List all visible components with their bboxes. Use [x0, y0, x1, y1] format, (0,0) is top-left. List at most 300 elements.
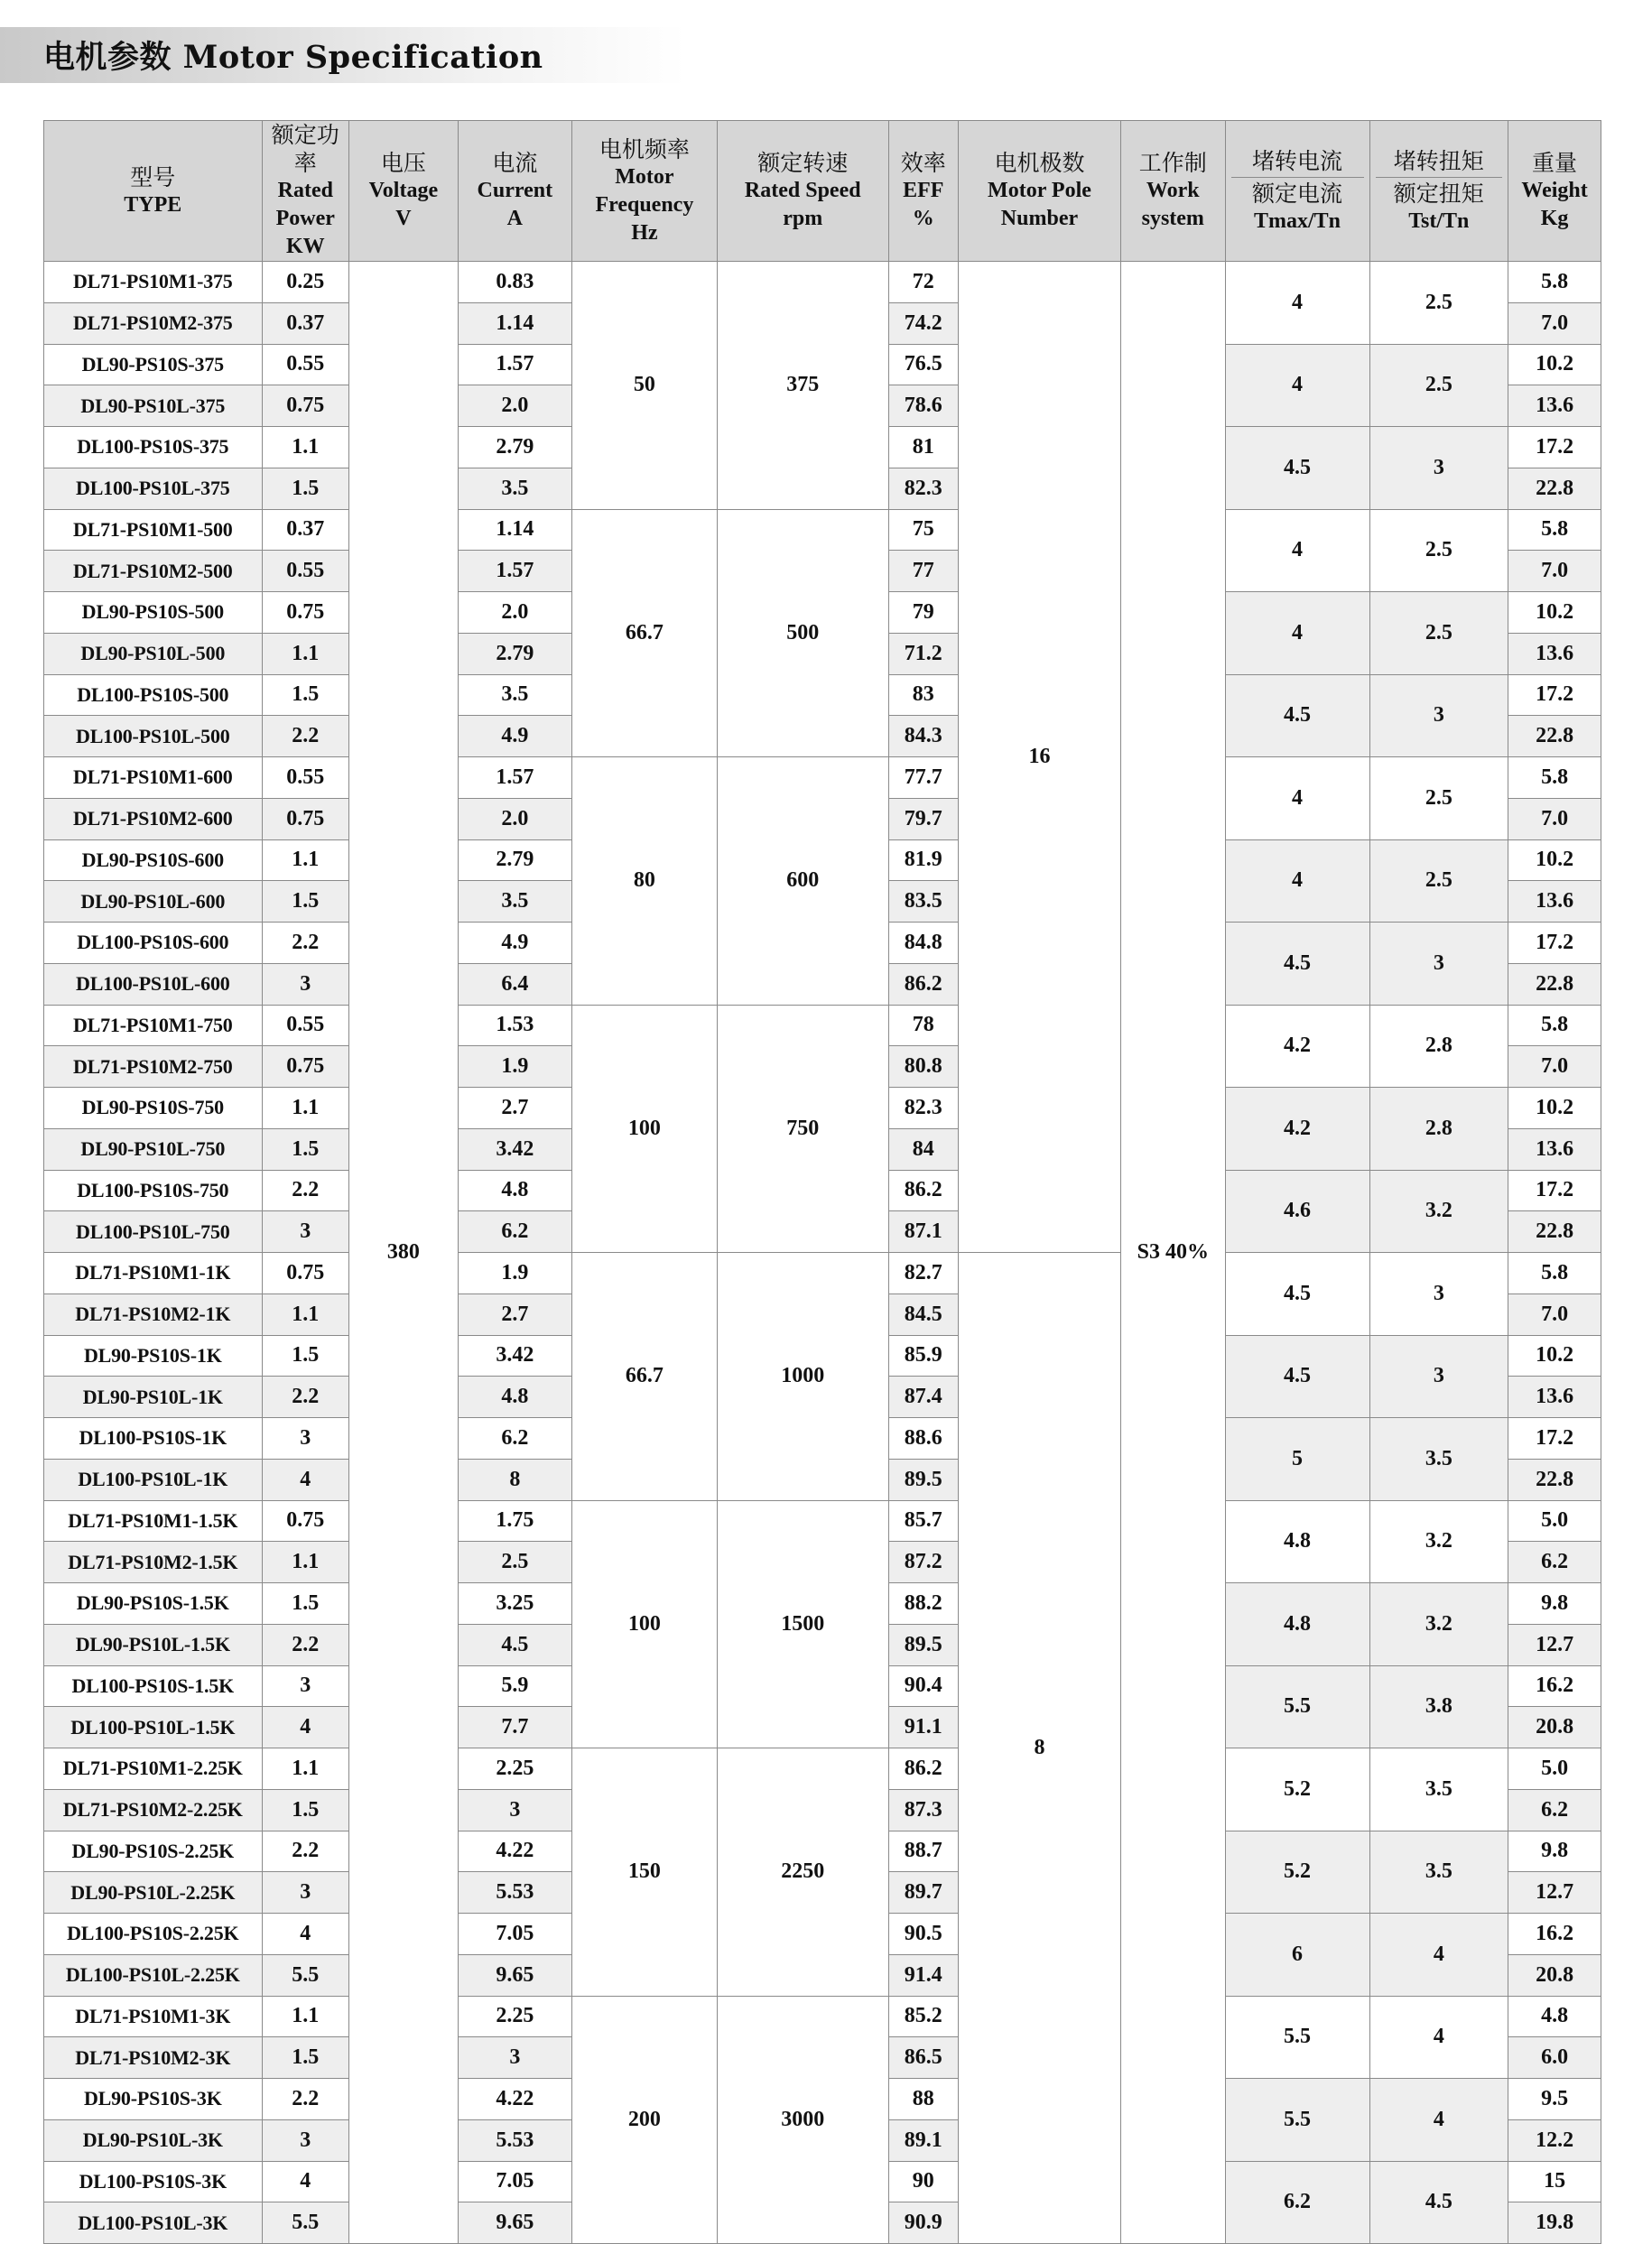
- type-cell: DL100-PS10L-750: [44, 1211, 263, 1253]
- efficiency-cell: 86.2: [888, 963, 958, 1005]
- rated-power-cell: 4: [262, 2161, 348, 2202]
- rated-speed-cell: 500: [717, 509, 888, 757]
- rated-power-cell: 2.2: [262, 1624, 348, 1665]
- header-en-label: Tst/Tn: [1408, 209, 1470, 233]
- tmax-tn-cell: 4.5: [1225, 923, 1369, 1006]
- tmax-tn-cell: 4: [1225, 262, 1369, 345]
- efficiency-cell: 77.7: [888, 757, 958, 799]
- type-cell: DL90-PS10L-1K: [44, 1377, 263, 1418]
- header-cn-label: 额定转速: [757, 150, 849, 176]
- type-cell: DL71-PS10M1-375: [44, 262, 263, 303]
- header-en-label: Current: [477, 179, 553, 202]
- tst-tn-cell: 3.2: [1369, 1170, 1508, 1253]
- tst-tn-cell: 2.5: [1369, 344, 1508, 427]
- type-cell: DL90-PS10S-1.5K: [44, 1583, 263, 1625]
- type-cell: DL71-PS10M2-1.5K: [44, 1542, 263, 1583]
- efficiency-cell: 87.2: [888, 1542, 958, 1583]
- rated-power-cell: 1.5: [262, 1583, 348, 1625]
- frequency-cell: 66.7: [571, 1253, 717, 1501]
- table-row: [44, 1005, 1601, 1046]
- tst-tn-cell: 3.8: [1369, 1665, 1508, 1748]
- weight-cell: 22.8: [1508, 1211, 1601, 1253]
- weight-cell: 12.2: [1508, 2119, 1601, 2161]
- efficiency-cell: 77: [888, 551, 958, 592]
- type-cell: DL100-PS10S-2.25K: [44, 1914, 263, 1955]
- current-cell: 4.5: [458, 1624, 571, 1665]
- header-en-label: A: [506, 207, 523, 230]
- frequency-cell: 100: [571, 1005, 717, 1253]
- tst-tn-cell: 3.5: [1369, 1418, 1508, 1501]
- header-work-system: [1121, 121, 1225, 262]
- efficiency-cell: 82.3: [888, 1088, 958, 1129]
- weight-cell: 5.8: [1508, 1005, 1601, 1046]
- type-cell: DL100-PS10S-3K: [44, 2161, 263, 2202]
- efficiency-cell: 88.6: [888, 1418, 958, 1460]
- efficiency-cell: 72: [888, 262, 958, 303]
- efficiency-cell: 91.4: [888, 1954, 958, 1996]
- current-cell: 1.57: [458, 344, 571, 385]
- current-cell: 2.0: [458, 592, 571, 634]
- header-en-label: TYPE: [124, 192, 182, 217]
- rated-power-cell: 4: [262, 1914, 348, 1955]
- tst-tn-cell: 3: [1369, 427, 1508, 510]
- header-en-label: Hz: [631, 220, 658, 245]
- tst-tn-cell: 2.5: [1369, 839, 1508, 923]
- weight-cell: 9.8: [1508, 1583, 1601, 1625]
- tmax-tn-cell: 4.5: [1225, 427, 1369, 510]
- rated-power-cell: 0.75: [262, 1253, 348, 1294]
- header-rated-power: [262, 121, 348, 262]
- header-cn-label: 电压: [380, 150, 426, 176]
- efficiency-cell: 81.9: [888, 839, 958, 881]
- type-cell: DL100-PS10S-375: [44, 427, 263, 468]
- header-en-label: V: [395, 207, 412, 230]
- rated-power-cell: 1.1: [262, 1996, 348, 2037]
- current-cell: 3: [458, 1789, 571, 1831]
- header-tmax-tn: [1225, 121, 1369, 262]
- weight-cell: 17.2: [1508, 674, 1601, 716]
- rated-power-cell: 1.1: [262, 839, 348, 881]
- type-cell: DL90-PS10L-750: [44, 1128, 263, 1170]
- efficiency-cell: 88.2: [888, 1583, 958, 1625]
- rated-power-cell: 1.5: [262, 1128, 348, 1170]
- efficiency-cell: 84: [888, 1128, 958, 1170]
- rated-power-cell: 1.5: [262, 1335, 348, 1377]
- current-cell: 6.2: [458, 1211, 571, 1253]
- efficiency-cell: 85.9: [888, 1335, 958, 1377]
- weight-cell: 22.8: [1508, 468, 1601, 509]
- frequency-cell: 200: [571, 1996, 717, 2244]
- tmax-tn-cell: 5.2: [1225, 1748, 1369, 1831]
- weight-cell: 22.8: [1508, 716, 1601, 757]
- rated-power-cell: 0.55: [262, 1005, 348, 1046]
- weight-cell: 7.0: [1508, 798, 1601, 839]
- efficiency-cell: 79: [888, 592, 958, 634]
- header-cn-label: 电流: [492, 150, 538, 176]
- header-divider: [1376, 177, 1503, 178]
- rated-power-cell: 0.55: [262, 757, 348, 799]
- page-title: 电机参数 Motor Specification: [43, 39, 543, 76]
- weight-cell: 9.5: [1508, 2079, 1601, 2120]
- current-cell: 2.79: [458, 633, 571, 674]
- type-cell: DL100-PS10L-3K: [44, 2202, 263, 2244]
- type-cell: DL71-PS10M1-1K: [44, 1253, 263, 1294]
- efficiency-cell: 87.3: [888, 1789, 958, 1831]
- current-cell: 1.75: [458, 1500, 571, 1542]
- tmax-tn-cell: 6: [1225, 1914, 1369, 1997]
- frequency-cell: 66.7: [571, 509, 717, 757]
- tst-tn-cell: 3.5: [1369, 1748, 1508, 1831]
- efficiency-cell: 87.1: [888, 1211, 958, 1253]
- current-cell: 1.9: [458, 1253, 571, 1294]
- frequency-cell: 150: [571, 1748, 717, 1997]
- current-cell: 1.57: [458, 551, 571, 592]
- weight-cell: 20.8: [1508, 1707, 1601, 1748]
- efficiency-cell: 75: [888, 509, 958, 551]
- efficiency-cell: 91.1: [888, 1707, 958, 1748]
- header-tst-tn: [1369, 121, 1508, 262]
- current-cell: 1.14: [458, 302, 571, 344]
- rated-power-cell: 0.37: [262, 509, 348, 551]
- current-cell: 9.65: [458, 1954, 571, 1996]
- current-cell: 4.9: [458, 923, 571, 964]
- efficiency-cell: 86.5: [888, 2037, 958, 2079]
- rated-power-cell: 0.75: [262, 1046, 348, 1088]
- rated-power-cell: 0.37: [262, 302, 348, 344]
- efficiency-cell: 86.2: [888, 1748, 958, 1790]
- weight-cell: 13.6: [1508, 1128, 1601, 1170]
- header-en-label: Kg: [1540, 207, 1569, 230]
- weight-cell: 10.2: [1508, 344, 1601, 385]
- rated-power-cell: 4: [262, 1707, 348, 1748]
- efficiency-cell: 86.2: [888, 1170, 958, 1211]
- motor-spec-table: [43, 120, 1601, 2244]
- header-en-label: Motor Pole: [988, 179, 1091, 202]
- header-en-label: Work: [1146, 179, 1200, 202]
- rated-power-cell: 2.2: [262, 1170, 348, 1211]
- rated-power-cell: 3: [262, 1211, 348, 1253]
- rated-speed-cell: 1500: [717, 1500, 888, 1748]
- weight-cell: 10.2: [1508, 1088, 1601, 1129]
- weight-cell: 20.8: [1508, 1954, 1601, 1996]
- efficiency-cell: 88.7: [888, 1831, 958, 1872]
- efficiency-cell: 90.9: [888, 2202, 958, 2244]
- type-cell: DL90-PS10L-1.5K: [44, 1624, 263, 1665]
- header-divider: [1231, 177, 1364, 178]
- tmax-tn-cell: 4.5: [1225, 674, 1369, 757]
- tmax-tn-cell: 4.8: [1225, 1500, 1369, 1583]
- rated-power-cell: 4: [262, 1459, 348, 1500]
- frequency-cell: 80: [571, 757, 717, 1006]
- tmax-tn-cell: 5.2: [1225, 1831, 1369, 1914]
- type-cell: DL90-PS10L-3K: [44, 2119, 263, 2161]
- type-cell: DL100-PS10S-1K: [44, 1418, 263, 1460]
- efficiency-cell: 80.8: [888, 1046, 958, 1088]
- tmax-tn-cell: 4: [1225, 592, 1369, 675]
- rated-power-cell: 1.1: [262, 1294, 348, 1335]
- weight-cell: 22.8: [1508, 1459, 1601, 1500]
- weight-cell: 5.0: [1508, 1748, 1601, 1790]
- tst-tn-cell: 2.8: [1369, 1005, 1508, 1088]
- type-cell: DL71-PS10M1-3K: [44, 1996, 263, 2037]
- weight-cell: 17.2: [1508, 427, 1601, 468]
- tst-tn-cell: 2.5: [1369, 757, 1508, 840]
- table-row: [44, 1748, 1601, 1790]
- current-cell: 2.0: [458, 798, 571, 839]
- rated-power-cell: 3: [262, 963, 348, 1005]
- tmax-tn-cell: 4.6: [1225, 1170, 1369, 1253]
- current-cell: 7.05: [458, 1914, 571, 1955]
- type-cell: DL100-PS10S-1.5K: [44, 1665, 263, 1707]
- rated-power-cell: 5.5: [262, 1954, 348, 1996]
- type-cell: DL100-PS10L-600: [44, 963, 263, 1005]
- tmax-tn-cell: 4.2: [1225, 1005, 1369, 1088]
- type-cell: DL71-PS10M1-2.25K: [44, 1748, 263, 1790]
- rated-power-cell: 1.1: [262, 427, 348, 468]
- current-cell: 4.9: [458, 716, 571, 757]
- tst-tn-cell: 4: [1369, 1914, 1508, 1997]
- type-cell: DL71-PS10M2-750: [44, 1046, 263, 1088]
- type-cell: DL100-PS10L-500: [44, 716, 263, 757]
- tmax-tn-cell: 4.2: [1225, 1088, 1369, 1171]
- header-en-label: Weight: [1521, 179, 1588, 202]
- weight-cell: 16.2: [1508, 1665, 1601, 1707]
- efficiency-cell: 84.5: [888, 1294, 958, 1335]
- rated-speed-cell: 2250: [717, 1748, 888, 1997]
- weight-cell: 6.2: [1508, 1542, 1601, 1583]
- weight-cell: 7.0: [1508, 1294, 1601, 1335]
- current-cell: 2.25: [458, 1996, 571, 2037]
- rated-power-cell: 2.2: [262, 2079, 348, 2120]
- header-en-label: Tmax/Tn: [1253, 209, 1341, 233]
- rated-power-cell: 1.5: [262, 881, 348, 923]
- tst-tn-cell: 2.5: [1369, 592, 1508, 675]
- header-en-label: %: [912, 207, 934, 230]
- header-en-label: KW: [285, 235, 325, 258]
- header-en-label: Voltage: [368, 179, 439, 202]
- type-cell: DL90-PS10S-600: [44, 839, 263, 881]
- weight-cell: 17.2: [1508, 923, 1601, 964]
- efficiency-cell: 90.4: [888, 1665, 958, 1707]
- rated-power-cell: 2.2: [262, 923, 348, 964]
- table-body: [44, 262, 1601, 2244]
- pole-number-cell: 16: [958, 262, 1120, 1253]
- current-cell: 9.65: [458, 2202, 571, 2244]
- current-cell: 5.9: [458, 1665, 571, 1707]
- frequency-cell: 100: [571, 1500, 717, 1748]
- table-row: [44, 262, 1601, 303]
- pole-number-cell: 8: [958, 1253, 1120, 2244]
- type-cell: DL71-PS10M2-3K: [44, 2037, 263, 2079]
- current-cell: 0.83: [458, 262, 571, 303]
- efficiency-cell: 83: [888, 674, 958, 716]
- rated-power-cell: 1.1: [262, 1088, 348, 1129]
- current-cell: 3.5: [458, 468, 571, 509]
- weight-cell: 9.8: [1508, 1831, 1601, 1872]
- type-cell: DL71-PS10M1-500: [44, 509, 263, 551]
- efficiency-cell: 84.3: [888, 716, 958, 757]
- type-cell: DL100-PS10S-600: [44, 923, 263, 964]
- current-cell: 3.42: [458, 1335, 571, 1377]
- current-cell: 4.22: [458, 2079, 571, 2120]
- efficiency-cell: 89.1: [888, 2119, 958, 2161]
- efficiency-cell: 89.5: [888, 1459, 958, 1500]
- rated-power-cell: 5.5: [262, 2202, 348, 2244]
- type-cell: DL100-PS10S-750: [44, 1170, 263, 1211]
- header-cn-label: 工作制: [1138, 150, 1207, 176]
- efficiency-cell: 81: [888, 427, 958, 468]
- header-current: [458, 121, 571, 262]
- table-header: [44, 121, 1601, 262]
- type-cell: DL90-PS10S-2.25K: [44, 1831, 263, 1872]
- work-system-cell: S3 40%: [1121, 262, 1225, 2244]
- rated-speed-cell: 1000: [717, 1253, 888, 1501]
- header-weight: [1508, 121, 1601, 262]
- tst-tn-cell: 3: [1369, 674, 1508, 757]
- header-cn-label: 重量: [1532, 150, 1578, 176]
- rated-power-cell: 1.5: [262, 1789, 348, 1831]
- tst-tn-cell: 4.5: [1369, 2161, 1508, 2244]
- rated-power-cell: 2.2: [262, 1377, 348, 1418]
- tmax-tn-cell: 4: [1225, 839, 1369, 923]
- table-row: [44, 1996, 1601, 2037]
- weight-cell: 17.2: [1508, 1418, 1601, 1460]
- efficiency-cell: 85.7: [888, 1500, 958, 1542]
- tst-tn-cell: 3.2: [1369, 1583, 1508, 1666]
- weight-cell: 5.0: [1508, 1500, 1601, 1542]
- rated-power-cell: 0.75: [262, 798, 348, 839]
- type-cell: DL90-PS10S-3K: [44, 2079, 263, 2120]
- type-cell: DL71-PS10M2-600: [44, 798, 263, 839]
- tmax-tn-cell: 6.2: [1225, 2161, 1369, 2244]
- weight-cell: 5.8: [1508, 757, 1601, 799]
- rated-power-cell: 0.55: [262, 551, 348, 592]
- tmax-tn-cell: 4: [1225, 344, 1369, 427]
- weight-cell: 22.8: [1508, 963, 1601, 1005]
- type-cell: DL100-PS10L-2.25K: [44, 1954, 263, 1996]
- header-efficiency: [888, 121, 958, 262]
- tmax-tn-cell: 5: [1225, 1418, 1369, 1501]
- type-cell: DL71-PS10M1-750: [44, 1005, 263, 1046]
- efficiency-cell: 84.8: [888, 923, 958, 964]
- rated-power-cell: 1.5: [262, 2037, 348, 2079]
- type-cell: DL71-PS10M2-375: [44, 302, 263, 344]
- current-cell: 2.79: [458, 427, 571, 468]
- type-cell: DL100-PS10L-1.5K: [44, 1707, 263, 1748]
- current-cell: 2.5: [458, 1542, 571, 1583]
- header-cn-label: 电机频率: [599, 135, 690, 162]
- header-row: [44, 121, 1601, 262]
- type-cell: DL90-PS10L-600: [44, 881, 263, 923]
- table-row: [44, 1253, 1601, 1294]
- header-cn-label-2: 额定扭矩: [1393, 180, 1484, 207]
- current-cell: 1.14: [458, 509, 571, 551]
- header-en-label: Motor: [615, 164, 674, 189]
- efficiency-cell: 74.2: [888, 302, 958, 344]
- tmax-tn-cell: 5.5: [1225, 1996, 1369, 2079]
- rated-power-cell: 3: [262, 1418, 348, 1460]
- weight-cell: 13.6: [1508, 633, 1601, 674]
- rated-speed-cell: 600: [717, 757, 888, 1006]
- header-cn-label: 额定功率: [271, 122, 339, 176]
- tmax-tn-cell: 4: [1225, 757, 1369, 840]
- current-cell: 1.53: [458, 1005, 571, 1046]
- tst-tn-cell: 2.8: [1369, 1088, 1508, 1171]
- header-cn-label: 电机极数: [994, 150, 1085, 176]
- header-frequency: [571, 121, 717, 262]
- tst-tn-cell: 3: [1369, 1253, 1508, 1336]
- type-cell: DL71-PS10M2-500: [44, 551, 263, 592]
- current-cell: 2.0: [458, 385, 571, 427]
- weight-cell: 5.8: [1508, 509, 1601, 551]
- header-voltage: [349, 121, 459, 262]
- current-cell: 5.53: [458, 1872, 571, 1914]
- tmax-tn-cell: 4.8: [1225, 1583, 1369, 1666]
- weight-cell: 4.8: [1508, 1996, 1601, 2037]
- efficiency-cell: 85.2: [888, 1996, 958, 2037]
- efficiency-cell: 79.7: [888, 798, 958, 839]
- type-cell: DL100-PS10L-1K: [44, 1459, 263, 1500]
- table-row: [44, 509, 1601, 551]
- weight-cell: 5.8: [1508, 262, 1601, 303]
- weight-cell: 15: [1508, 2161, 1601, 2202]
- current-cell: 4.8: [458, 1377, 571, 1418]
- rated-speed-cell: 750: [717, 1005, 888, 1253]
- weight-cell: 16.2: [1508, 1914, 1601, 1955]
- current-cell: 8: [458, 1459, 571, 1500]
- efficiency-cell: 89.7: [888, 1872, 958, 1914]
- header-en-label: EFF: [903, 179, 944, 202]
- tst-tn-cell: 2.5: [1369, 509, 1508, 592]
- type-cell: DL71-PS10M2-2.25K: [44, 1789, 263, 1831]
- tmax-tn-cell: 4.5: [1225, 1253, 1369, 1336]
- tmax-tn-cell: 5.5: [1225, 1665, 1369, 1748]
- rated-power-cell: 1.1: [262, 1748, 348, 1790]
- type-cell: DL71-PS10M1-600: [44, 757, 263, 799]
- header-en-label: Rated Speed: [744, 179, 861, 202]
- weight-cell: 19.8: [1508, 2202, 1601, 2244]
- current-cell: 2.79: [458, 839, 571, 881]
- efficiency-cell: 87.4: [888, 1377, 958, 1418]
- type-cell: DL100-PS10L-375: [44, 468, 263, 509]
- tst-tn-cell: 3.2: [1369, 1500, 1508, 1583]
- header-en-label: Frequency: [595, 192, 694, 217]
- efficiency-cell: 71.2: [888, 633, 958, 674]
- header-cn-label: 效率: [900, 150, 946, 176]
- rated-power-cell: 1.5: [262, 468, 348, 509]
- rated-power-cell: 3: [262, 1872, 348, 1914]
- rated-power-cell: 0.75: [262, 385, 348, 427]
- rated-power-cell: 1.5: [262, 674, 348, 716]
- header-cn-label: 堵转扭矩: [1393, 147, 1484, 174]
- type-cell: DL90-PS10L-375: [44, 385, 263, 427]
- type-cell: DL90-PS10S-1K: [44, 1335, 263, 1377]
- header-type: [44, 121, 263, 262]
- efficiency-cell: 90: [888, 2161, 958, 2202]
- current-cell: 3.5: [458, 674, 571, 716]
- current-cell: 3.42: [458, 1128, 571, 1170]
- weight-cell: 7.0: [1508, 1046, 1601, 1088]
- type-cell: DL71-PS10M2-1K: [44, 1294, 263, 1335]
- current-cell: 5.53: [458, 2119, 571, 2161]
- current-cell: 4.8: [458, 1170, 571, 1211]
- weight-cell: 5.8: [1508, 1253, 1601, 1294]
- weight-cell: 13.6: [1508, 881, 1601, 923]
- rated-power-cell: 3: [262, 2119, 348, 2161]
- weight-cell: 7.0: [1508, 551, 1601, 592]
- weight-cell: 10.2: [1508, 592, 1601, 634]
- efficiency-cell: 78.6: [888, 385, 958, 427]
